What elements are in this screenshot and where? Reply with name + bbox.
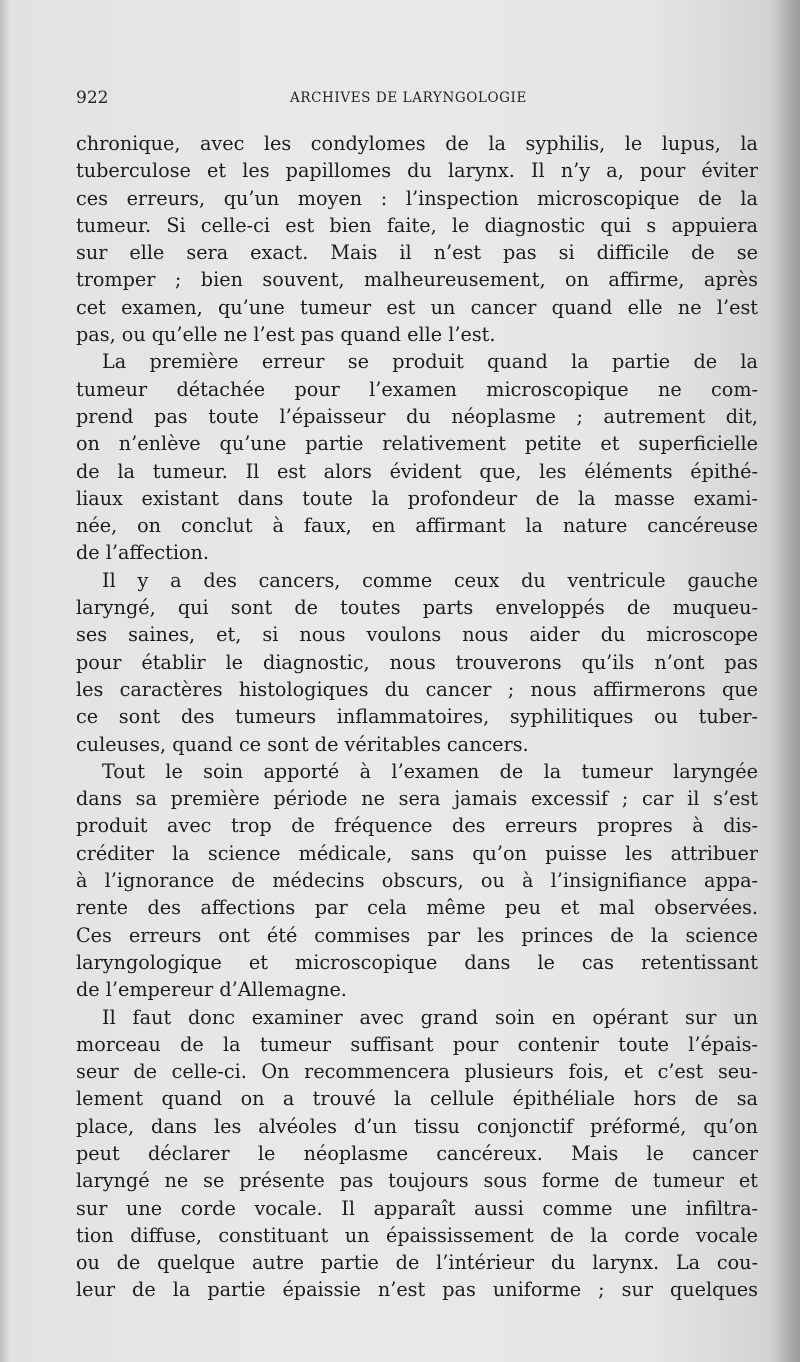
text-line: rente des affections par cela même peu et mal observées. (76, 896, 758, 920)
text-line: Il faut donc examiner avec grand soin en opérant sur un (102, 1005, 758, 1029)
text-line: Ces erreurs ont été commises par les princes de la science (76, 923, 758, 947)
text-line: lement quand on a trouvé la cellule épithéliale hors de sa (76, 1087, 758, 1111)
text-line: créditer la science médicale, sans qu’on puisse les attribuer (76, 841, 758, 865)
text-line: peut déclarer le néoplasme cancéreux. Mais le cancer (76, 1141, 758, 1165)
text-line: à l’ignorance de médecins obscurs, ou à l’insignifiance appa- (76, 869, 758, 893)
text-line: née, on conclut à faux, en affirmant la nature cancéreuse (76, 514, 758, 538)
text-line: tumeur détachée pour l’examen microscopique ne com- (76, 377, 758, 401)
text-line: les caractères histologiques du cancer ; nous affirmerons que (76, 677, 758, 701)
text-line: de la tumeur. Il est alors évident que, les éléments épithé- (76, 459, 758, 483)
page-edge-shadow (770, 0, 800, 1362)
text-line: laryngé, qui sont de toutes parts enveloppés de muqueu- (76, 596, 758, 620)
text-line: ses saines, et, si nous voulons nous aider du microscope (76, 623, 758, 647)
text-line: ce sont des tumeurs inflammatoires, syphilitiques ou tuber- (76, 705, 758, 729)
text-line: pour établir le diagnostic, nous trouverons qu’ils n’ont pas (76, 650, 758, 674)
page-gutter-shadow (0, 0, 10, 1362)
text-line: liaux existant dans toute la profondeur de la masse exami- (76, 486, 758, 510)
text-line: place, dans les alvéoles d’un tissu conjonctif préformé, qu’on (76, 1114, 758, 1138)
body-text (76, 130, 758, 1304)
text-line: culeuses, quand ce sont de véritables cancers. (76, 732, 529, 756)
page-header (76, 88, 752, 112)
text-line: produit avec trop de fréquence des erreurs propres à dis- (76, 814, 758, 838)
text-line: ces erreurs, qu’un moyen : l’inspection microscopique de la (76, 186, 758, 210)
text-line: tuberculose et les papillomes du larynx. Il n’y a, pour éviter (76, 159, 758, 183)
text-line: morceau de la tumeur suffisant pour contenir toute l’épais- (76, 1032, 758, 1056)
text-line: de l’affection. (76, 541, 210, 565)
text-line: laryngé ne se présente pas toujours sous forme de tumeur et (76, 1169, 758, 1193)
text-line: sur elle sera exact. Mais il n’est pas si difficile de se (76, 241, 758, 265)
text-line: ou de quelque autre partie de l’intérieur du larynx. La cou- (76, 1251, 758, 1275)
text-line: seur de celle-ci. On recommencera plusieurs fois, et c’est seu- (76, 1060, 758, 1084)
text-line: pas, ou qu’elle ne l’est pas quand elle l’est. (76, 323, 496, 347)
text-line: de l’empereur d’Allemagne. (76, 978, 347, 1002)
text-line: laryngologique et microscopique dans le cas retentissant (76, 950, 758, 974)
running-title: ARCHIVES DE LARYNGOLOGIE (290, 90, 527, 106)
text-line: tromper ; bien souvent, malheureusement, on affirme, après (76, 268, 758, 292)
page-number: 922 (76, 88, 109, 108)
text-line: on n’enlève qu’une partie relativement petite et superficielle (76, 432, 758, 456)
text-line: Il y a des cancers, comme ceux du ventricule gauche (102, 568, 758, 592)
text-line: chronique, avec les condylomes de la syphilis, le lupus, la (76, 132, 758, 155)
text-line: tion diffuse, constituant un épaississement de la corde vocale (76, 1223, 758, 1247)
text-line: tumeur. Si celle-ci est bien faite, le diagnostic qui s appuiera (76, 213, 758, 237)
text-line: leur de la partie épaissie n’est pas uniforme ; sur quelques (76, 1278, 758, 1302)
text-line: cet examen, qu’une tumeur est un cancer quand elle ne l’est (76, 295, 758, 319)
text-line: prend pas toute l’épaisseur du néoplasme ; autrement dit, (76, 404, 758, 428)
text-line: dans sa première période ne sera jamais excessif ; car il s’est (76, 787, 758, 811)
text-line: sur une corde vocale. Il apparaît aussi comme une infiltra- (76, 1196, 758, 1220)
text-line: La première erreur se produit quand la partie de la (102, 350, 758, 374)
text-line: Tout le soin apporté à l’examen de la tumeur laryngée (102, 759, 758, 783)
